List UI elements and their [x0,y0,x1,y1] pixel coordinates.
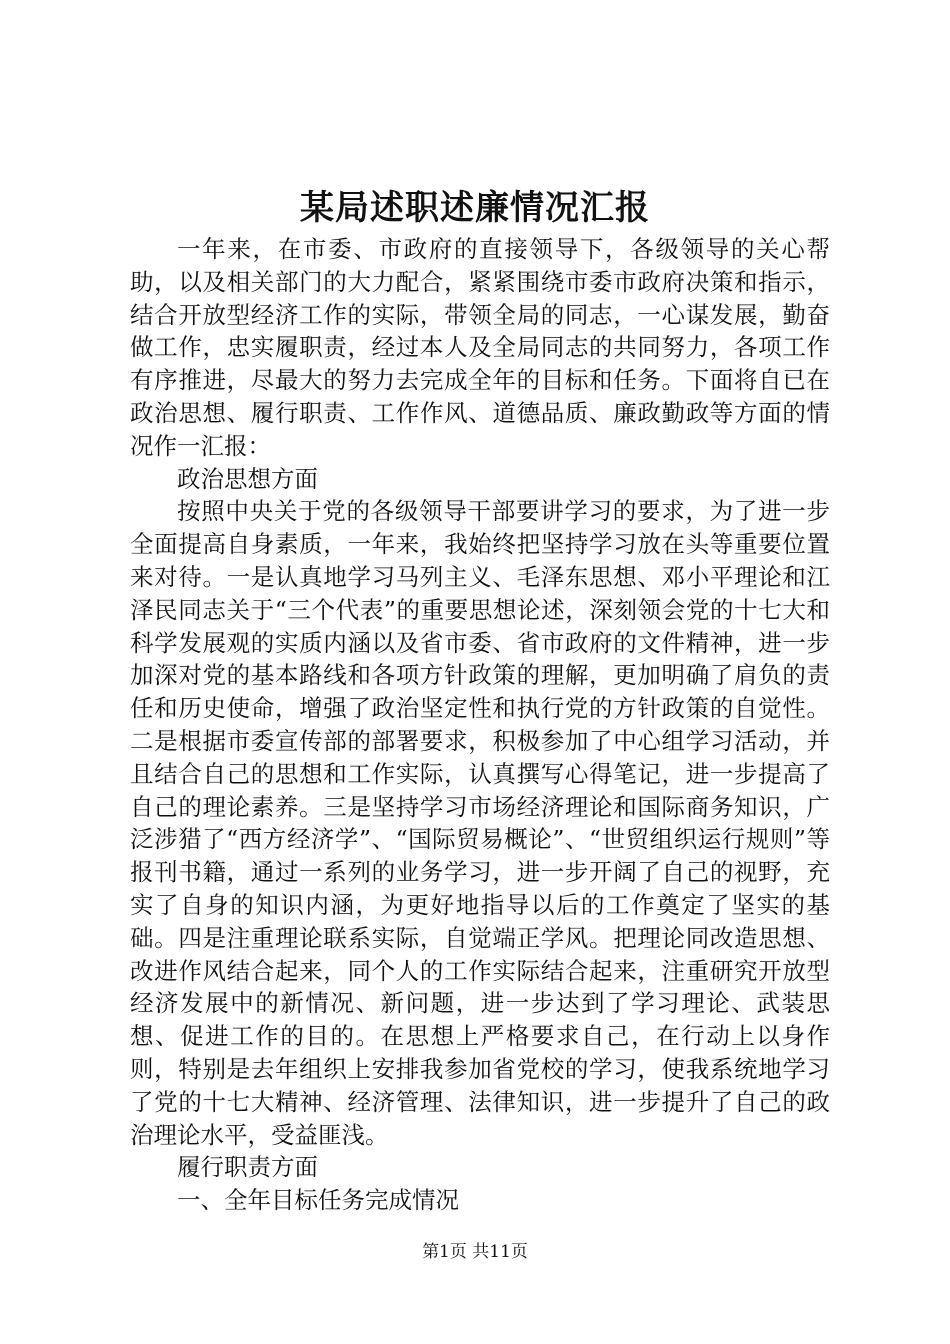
page-footer: 第1页 共11页 [422,1242,528,1262]
document-body [130,233,830,1217]
political-paragraph: 按照中央关于党的各级领导干部要讲学习的要求，为了进一步全面提高自身素质，一年来，我始终把坚持学习放在头等重要位置来对待。一是认真地学习马列主义、毛泽东思想、邓小平理论和江泽民同志关于“三个代表”的重要思想论述，深刻领会党的十七大和科学发展观的实质内涵以及省市委、省市政府的文件精神，进一步加深对党的基本路线和各项方针政策的理解，更加明确了肩负的责任和历史使命，增强了政治坚定性和执行党的方针政策的自觉性。二是根据市委宣传部的部署要求，积极参加了中心组学习活动，并且结合自己的思想和工作实际，认真撰写心得笔记，进一步提高了自己的理论素养。三是坚持学习市场经济理论和国际商务知识，广泛涉猎了“西方经济学”、“国际贸易概论”、“世贸组织运行规则”等报刊书籍，通过一系列的业务学习，进一步开阔了自己的视野，充实了自身的知识内涵，为更好地指导以后的工作奠定了坚实的基础。四是注重理论联系实际，自觉端正学风。把理论同改造思想、改进作风结合起来，同个人的工作实际结合起来，注重研究开放型经济发展中的新情况、新问题，进一步达到了学习理论、武装思想、促进工作的目的。在思想上严格要求自己，在行动上以身作则，特别是去年组织上安排我参加省党校的学习，使我系统地学习了党的十七大精神、经济管理、法律知识，进一步提升了自己的政治理论水平，受益匪浅。 [130,497,830,1149]
section-heading-political: 政治思想方面 [177,464,318,493]
intro-paragraph: 一年来，在市委、市政府的直接领导下，各级领导的关心帮助，以及相关部门的大力配合，紧紧围绕市委市政府决策和指示，结合开放型经济工作的实际，带领全局的同志，一心谋发展，勤奋做工作，忠实履职责，经过本人及全局同志的共同努力，各项工作有序推进，尽最大的努力去完成全年的目标和任务。下面将自已在政治思想、履行职责、工作作风、道德品质、廉政勤政等方面的情况作一汇报： [130,235,830,460]
section-heading-duties: 履行职责方面 [177,1153,318,1182]
document-title: 某局述职述廉情况汇报 [300,188,650,228]
subsection-heading-targets: 一、全年目标任务完成情况 [177,1186,459,1215]
